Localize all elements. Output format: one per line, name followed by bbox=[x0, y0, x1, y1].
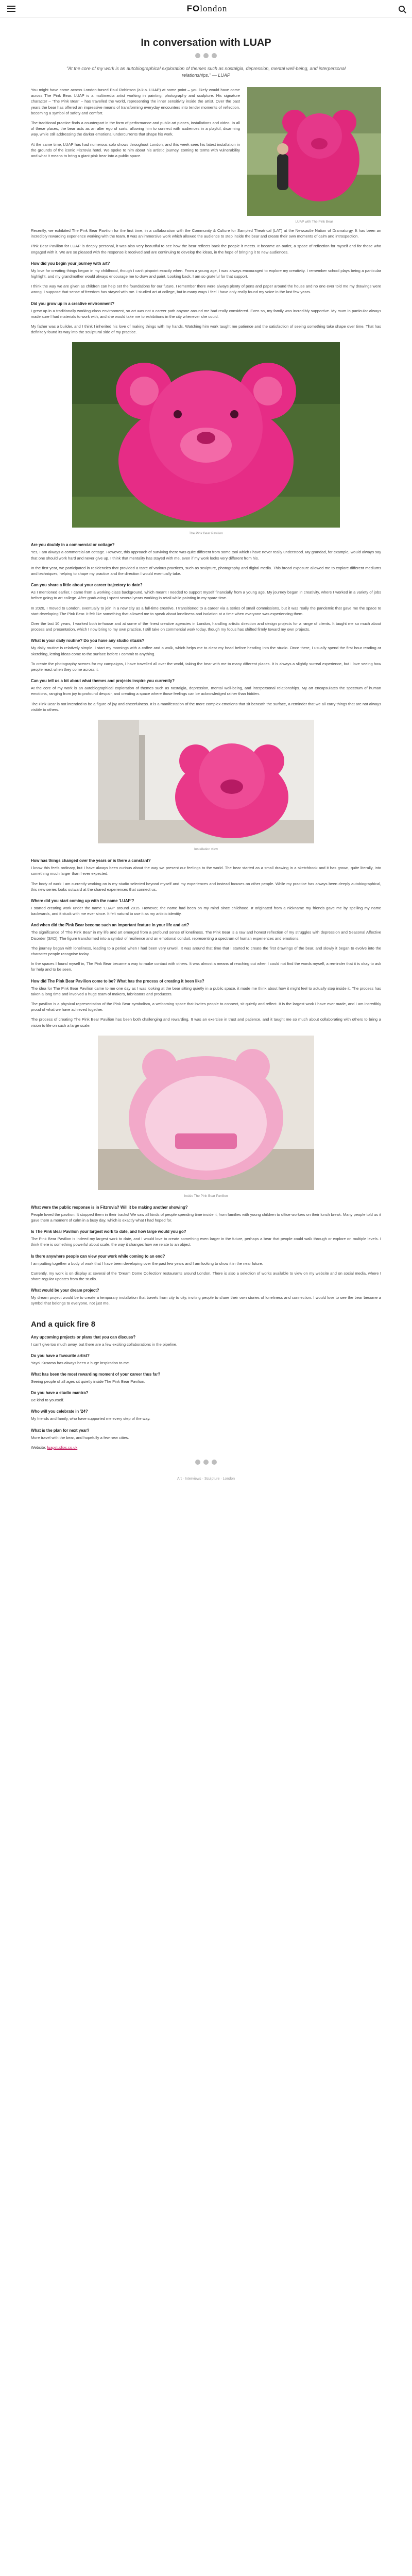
quickfire-item bbox=[31, 1372, 381, 1384]
twitter-share-icon[interactable] bbox=[203, 1460, 209, 1465]
paragraph: At the same time, LUAP has had numerous solo shows throughout London, and this week sees his latest installation in the grounds of the iconic Fitzrovia hotel. We spoke to him about his artistic journey, coming to terms with vulnerability and what it means to bring a giant pink bear into a public space. bbox=[31, 142, 240, 159]
paragraph: The significance of 'The Pink Bear' in my life and art emerged from a profound sense of loneliness. The Pink Bear is a raw and honest reflection of my struggles with depression and Seasonal Affective Disorder (SAD). The figure transformed into a symbol of resilience and an emotional conduit, representing a spectrum of human experiences and emotions. bbox=[31, 930, 381, 941]
site-logo[interactable]: FOlondon bbox=[186, 3, 228, 13]
question-heading: How has things changed over the years or is there a constant? bbox=[31, 858, 151, 863]
bottom-share-bar bbox=[31, 1460, 381, 1465]
paragraph: More travel with the bear, and hopefully a few new cities. bbox=[31, 1435, 129, 1440]
quickfire-item bbox=[31, 1353, 381, 1366]
paragraph: Pink Bear Pavilion for LUAP is deeply personal, it was also very beautiful to see how the bear reflects back the people it meets. It became an outlet, a space of reflection for myself and for those who engaged with it. We are so pleased with the response it received and are continuing to develop the ideas, in the hope of bringing it to new audiences. bbox=[31, 244, 381, 255]
question-heading: How did you begin your journey with art? bbox=[31, 261, 110, 266]
article-intro: "At the core of my work is an autobiographical exploration of themes such as nostalgia, depression, mental well-being, and interpersonal relationships." — LUAP bbox=[66, 66, 346, 78]
question-heading: What is the plan for next year? bbox=[31, 1428, 90, 1433]
quickfire-item bbox=[31, 1335, 381, 1347]
article bbox=[31, 18, 381, 1501]
question-heading: What would be your dream project? bbox=[31, 1288, 99, 1293]
paragraph: I can't give too much away, but there are a few exciting collaborations in the pipeline. bbox=[31, 1342, 178, 1347]
paragraph: I started creating work under the name 'LUAP' around 2015. However, the name had been on my mind since childhood. It originated from a nickname my friends gave me by spelling my name backwards, and it stuck with me ever since. It felt natural to use it as my artistic identity. bbox=[31, 905, 381, 917]
paragraph: I am putting together a body of work that I have been developing over the past few years and I am looking to show it in the near future. bbox=[31, 1261, 263, 1266]
hamburger-menu-icon[interactable] bbox=[7, 6, 15, 12]
quickfire-item bbox=[31, 1428, 381, 1440]
question-heading: Can you share a little about your career trajectory to date? bbox=[31, 583, 143, 588]
intro-section bbox=[31, 87, 381, 228]
paragraph: The process of creating The Pink Bear Pavilion has been both challenging and rewarding. It was an exercise in trust and patience, and it taught me so much about collaborating with others to bring a vision to life on such a large scale. bbox=[31, 1017, 381, 1028]
photo-caption: Installation view bbox=[194, 848, 218, 852]
email-share-icon[interactable] bbox=[212, 1460, 217, 1465]
photo-caption: LUAP with The Pink Bear bbox=[295, 220, 333, 224]
pavilion-interior-photo bbox=[98, 1036, 314, 1190]
paragraph: My love for creating things began in my childhood, though I can't pinpoint exactly when. From a young age, I was always encouraged to explore my creativity. I remember school plays being a particular highlight, and my grandmother would always encourage me to draw and paint. Looking back, I am so grateful for that support. bbox=[31, 268, 381, 279]
photo-caption: Inside The Pink Bear Pavilion bbox=[184, 1194, 228, 1198]
facebook-share-icon[interactable] bbox=[195, 1460, 200, 1465]
question-heading: Did you grow up in a creative environment? bbox=[31, 301, 115, 306]
paragraph: The Pink Bear is not intended to be a figure of joy and cheerfulness. It is a manifestation of the more complex emotions that sit beneath the surface, a reminder that we all carry things that are not always visible to others. bbox=[31, 701, 381, 712]
paragraph: The pavilion is a physical representation of the Pink Bear symbolism, a welcoming space that invites people to connect, sit quietly and reflect. It is the largest work I have ever made, and I am incredibly proud of what we have achieved together. bbox=[31, 1001, 381, 1012]
artist-with-bear-photo bbox=[247, 87, 381, 216]
paragraph: Currently, my work is on display at several of the 'Dream Dome Collection' restaurants around London. There is also a selection of works available to view on my website and on social media, where I share regular updates from the studio. bbox=[31, 1270, 381, 1281]
question-heading: Where did you start coming up with the name 'LUAP'? bbox=[31, 898, 134, 903]
email-share-icon[interactable] bbox=[212, 53, 217, 58]
paragraph: My daily routine is relatively simple. I start my mornings with a coffee and a walk, which helps me to clear my head before heading into the studio. Once there, I usually spend the first hour reading or sketching, letting ideas come to the surface before I commit to anything. bbox=[31, 646, 381, 656]
paragraph: As I mentioned earlier, I came from a working-class background, which meant I needed to support myself financially from a young age. My journey began in creativity, where I worked in a variety of jobs before going to art college. After graduating I spent several years working in retail while painting in my spare time. bbox=[31, 590, 381, 601]
facebook-share-icon[interactable] bbox=[195, 53, 200, 58]
quickfire-item bbox=[31, 1409, 381, 1421]
paragraph: You might have come across London-based Paul Robinson (a.k.a. LUAP) at some point – you likely would have come across The Pink Bear. LUAP is a multimedia artist working in painting, photography and sculpture. His signature character – 'The Pink Bear' – has travelled the world, representing the inner sensitivity inside the artist. Over the past years the bear has offered an impressive means of transforming everyday encounters into tender moments of reflection, becoming a symbol of safety and comfort. bbox=[31, 88, 240, 115]
paragraph: My father was a builder, and I think I inherited his love of making things with my hands. Watching him work taught me patience and the satisfaction of seeing something take shape over time. That has definitely found its way into the sculptural side of my practice. bbox=[31, 324, 381, 335]
question-heading: Is there anywhere people can view your work while coming to an end? bbox=[31, 1253, 165, 1259]
share-bar bbox=[31, 53, 381, 58]
paragraph: In the spaces I found myself in, The Pink Bear became a way to make contact with others. It was almost a means of reaching out when I could not find the words myself, a reminder that it is okay to ask for help and to be seen. bbox=[31, 961, 381, 972]
website-label: Website: bbox=[31, 1445, 46, 1450]
pavilion-photo-figure bbox=[72, 342, 340, 535]
question-heading: Is The Pink Bear Pavilion your largest work to date, and how large would you go? bbox=[31, 1229, 186, 1234]
paragraph: Be kind to yourself. bbox=[31, 1398, 64, 1403]
installation-view-photo bbox=[98, 720, 314, 843]
paragraph: To create the photography scenes for my campaigns, I have travelled all over the world, taking the bear with me to many different places. It is always a slightly surreal experience, but I love seeing how people react when they come across it. bbox=[31, 661, 381, 672]
paragraph: Over the last 10 years, I worked both in-house and at some of the finest creative agencies in London, handling artistic direction and design projects for a range of clients. It taught me so much about process and presentation, which I now bring to my own practice. I still take on commercial work today, though my focus has shifted firmly toward my own projects. bbox=[31, 621, 381, 632]
artist-photo-figure bbox=[247, 87, 381, 224]
website-line bbox=[31, 1445, 381, 1450]
paragraph: In 2020, I moved to London, eventually to join in a new city as a full-time creative. I transitioned to a career via a series of small commissions, but it was really the pandemic that gave me the space to start developing The Pink Bear. It felt like something that allowed me to speak about loneliness and isolation at a time when everyone was experiencing them. bbox=[31, 605, 381, 616]
question-heading: Are you doubly in a commercial or cottage? bbox=[31, 543, 115, 548]
article-tags[interactable]: Art · Interviews · Sculpture · London bbox=[177, 1477, 235, 1481]
website-link[interactable]: luapstudios.co.uk bbox=[47, 1445, 78, 1450]
paragraph: The idea for The Pink Bear Pavilion came to me one day as I was looking at the bear sitting quietly in a public space, it made me think about how it might feel to actually step inside it. The process has taken a long time and involved a huge team of makers, fabricators and producers. bbox=[31, 986, 381, 996]
search-icon[interactable] bbox=[399, 6, 405, 12]
twitter-share-icon[interactable] bbox=[203, 53, 209, 58]
installation-photo-figure bbox=[98, 720, 314, 851]
top-bar bbox=[0, 0, 412, 18]
photo-caption: The Pink Bear Pavilion bbox=[189, 532, 223, 536]
question-heading: And when did the Pink Bear become such an important feature in your life and art? bbox=[31, 923, 190, 928]
question-heading: Who will you celebrate in '24? bbox=[31, 1409, 88, 1414]
paragraph: I think the way we are given as children can help set the foundations for our future. I remember there were always plenty of pens and paper around the house and no one ever told me my drawings were wrong. I suppose that sense of freedom has stayed with me. I studied art at college, but in many ways I feel I have only really found my voice in the last few years. bbox=[31, 284, 381, 295]
paragraph: Seeing people of all ages sit quietly inside The Pink Bear Pavilion. bbox=[31, 1379, 145, 1384]
quickfire-item bbox=[31, 1391, 381, 1403]
paragraph: The traditional practice finds a counterpart in the form of performance and public art pieces, installations and video. In all of these places, the bear acts as an alter ego of sorts, allowing him to connect with audiences in a playful, disarming way, while still addressing the darker emotional undercurrents that shape his work. bbox=[31, 121, 240, 137]
question-heading: Do you have a favourite artist? bbox=[31, 1353, 90, 1358]
paragraph: In the first year, we participated in residencies that provided a taste of various practices, such as sculpture, photography and digital media. This broad exposure allowed me to explore different mediums and techniques, helping to shape my practice and the direction I would eventually take. bbox=[31, 565, 381, 577]
article-title: In conversation with LUAP bbox=[141, 37, 271, 48]
paragraph: My dream project would be to create a temporary installation that travels from city to city, inviting people to share their own stories of loneliness and connection. I would love to see the bear become a symbol that belongs to everyone, not just me. bbox=[31, 1295, 381, 1306]
paragraph: I know this feels ordinary, but I have always been curious about the way we present our feelings to the world. The bear started as a small drawing in a sketchbook and it has grown, quite literally, into something much larger than I ever expected. bbox=[31, 866, 381, 876]
paragraph: The body of work I am currently working on is my studio selected beyond myself and my experiences and instead focuses on other people. While my practice has always been deeply autobiographical, this new series looks outward at the shared experiences that connect us. bbox=[31, 881, 381, 892]
question-heading: How did The Pink Bear Pavilion come to be? What has the process of creating it been like? bbox=[31, 978, 204, 984]
paragraph: Yayoi Kusama has always been a huge inspiration to me. bbox=[31, 1360, 130, 1365]
paragraph: My friends and family, who have supported me every step of the way. bbox=[31, 1416, 150, 1421]
paragraph: Yes, I am always a commercial art cottage. However, this approach of surviving there was quite different from some tool which I have never really understood. My grandad, for example, would always say that one should work hard and never give up. I think that mentality has stayed with me, even if my work looks very different from his. bbox=[31, 550, 381, 561]
quickfire-title: And a quick fire 8 bbox=[31, 1319, 96, 1329]
paragraph: At the core of my work is an autobiographical exploration of themes such as nostalgia, depression, mental well-being, and interpersonal relationships. My art encapsulates the spectrum of human emotions, ranging from joy to profound despair, and creating a space where those feelings can be acknowledged rather than hidden. bbox=[31, 686, 381, 697]
question-heading: What were the public response is in Fitzrovia? Will it be making another showing? bbox=[31, 1205, 188, 1210]
paragraph: The journey began with loneliness, leading to a period when I had been very unwell. It was around that time that I started to create the first drawings of the bear, and slowly it began to evolve into the character people recognise today. bbox=[31, 945, 381, 956]
question-heading: Do you have a studio mantra? bbox=[31, 1391, 89, 1396]
pink-bear-pavilion-photo bbox=[72, 342, 340, 528]
paragraph: I grew up in a traditionally working-class environment, so art was not a career path anyone around me had really considered. Even so, my family was incredibly supportive. My mum in particular always made sure I had materials to work with, and she would take me to exhibitions in the city whenever she could. bbox=[31, 308, 381, 319]
question-heading: What is your daily routine? Do you have any studio rituals? bbox=[31, 638, 145, 643]
pavilion-interior-figure bbox=[98, 1036, 314, 1198]
question-heading: What has been the most rewarding moment of your career thus far? bbox=[31, 1371, 161, 1377]
paragraph: People loved the pavilion. It stopped them in their tracks! We saw all kinds of people spending time inside it, from families with young children to office workers on their lunch break. Many people told us it gave them a moment of calm in a busy day, which is exactly what I had hoped for. bbox=[31, 1212, 381, 1223]
paragraph: The Pink Bear Pavilion is indeed my largest work to date, and I would love to create something even larger in the future, perhaps a bear that people could walk through or explore on multiple levels. I think there is something powerful about scale, the way it changes how we relate to an object. bbox=[31, 1236, 381, 1247]
question-heading: Can you tell us a bit about what themes and projects inspire you currently? bbox=[31, 679, 175, 684]
paragraph: Recently, we exhibited The Pink Bear Pavilion for the first time, in a collaboration with the Community & Culture for Sampled Theatrical (LAT) at the Newcastle Nation of Dramaturgy. It has been an incredibly rewarding experience working with the team. It was an immersive work which allowed the audience to step inside the bear and create their own moments of calm and introspection. bbox=[31, 228, 381, 239]
question-heading: Any upcoming projects or plans that you can discuss? bbox=[31, 1334, 136, 1340]
